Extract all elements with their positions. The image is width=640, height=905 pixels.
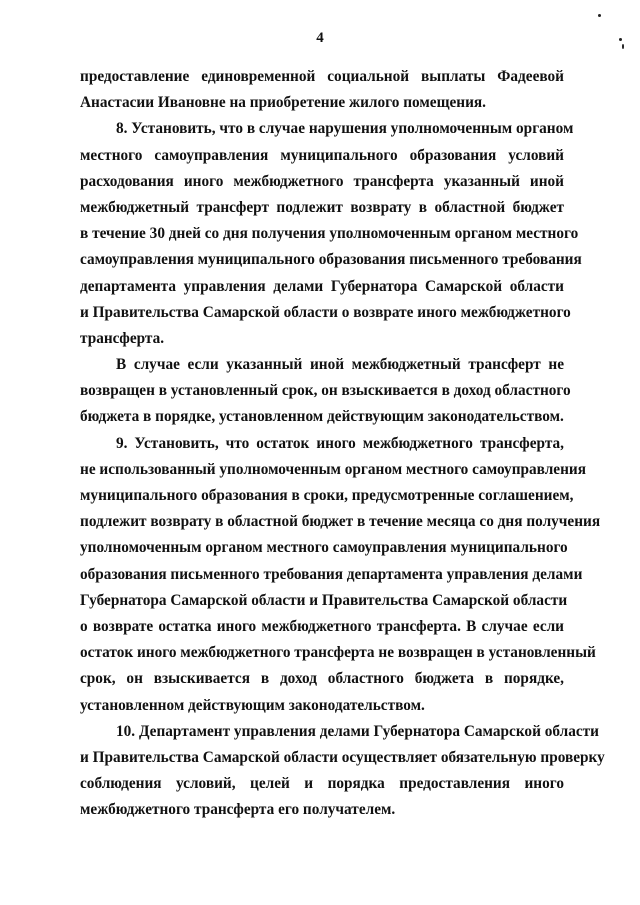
text-line: о возврате остатка иного межбюджетного трансферта. В случае если bbox=[80, 617, 564, 635]
text-line: подлежит возврату в областной бюджет в течение месяца со дня получения bbox=[80, 513, 601, 531]
text-line: возвращен в установленный срок, он взыскивается в доход областного bbox=[80, 382, 571, 400]
text-line: В случае если указанный иной межбюджетный трансферт не bbox=[116, 356, 564, 374]
text-line: самоуправления муниципального образования письменного требования bbox=[80, 251, 582, 269]
text-line: межбюджетный трансферт подлежит возврату в областной бюджет bbox=[80, 198, 564, 216]
paragraph-item-9 bbox=[80, 431, 601, 719]
text-line: срок, он взыскивается в доход областного бюджета в порядке, bbox=[80, 670, 564, 688]
text-line: не использованный уполномоченным органом местного самоуправления bbox=[80, 460, 586, 478]
text-line: трансферта. bbox=[80, 329, 165, 347]
text-line: Губернатора Самарской области и Правительства Самарской области bbox=[80, 591, 568, 609]
paragraph-item-8 bbox=[80, 116, 582, 352]
paragraph-continuation bbox=[80, 64, 564, 116]
text-line: бюджета в порядке, установленном действующим законодательством. bbox=[80, 408, 564, 426]
text-line: в течение 30 дней со дня получения уполномоченным органом местного bbox=[80, 225, 579, 243]
paragraph-item-8-continued bbox=[80, 352, 571, 431]
text-line: 8. Установить, что в случае нарушения уполномоченным органом bbox=[116, 120, 574, 138]
text-line: установленном действующим законодательством. bbox=[80, 696, 425, 714]
text-line: и Правительства Самарской области о возврате иного межбюджетного bbox=[80, 303, 571, 321]
text-line: межбюджетного трансферта его получателем. bbox=[80, 801, 396, 819]
paragraph-item-10 bbox=[80, 719, 605, 824]
text-line: 9. Установить, что остаток иного межбюджетного трансферта, bbox=[116, 434, 564, 452]
text-line: предоставление единовременной социальной выплаты Фадеевой bbox=[80, 68, 564, 85]
text-line: образования письменного требования департамента управления делами bbox=[80, 565, 583, 583]
page-number: 4 bbox=[316, 30, 324, 46]
scan-speck bbox=[598, 14, 601, 17]
text-line: остаток иного межбюджетного трансферта не возвращен в установленный bbox=[80, 644, 596, 662]
text-line: и Правительства Самарской области осуществляет обязательную проверку bbox=[80, 748, 605, 766]
text-line: департамента управления делами Губернатора Самарской области bbox=[80, 277, 564, 295]
text-line: местного самоуправления муниципального образования условий bbox=[80, 146, 564, 164]
text-line: расходования иного межбюджетного трансферта указанный иной bbox=[80, 172, 564, 190]
text-line: соблюдения условий, целей и порядка предоставления иного bbox=[80, 775, 564, 793]
text-line: 10. Департамент управления делами Губернатора Самарской области bbox=[116, 722, 599, 740]
document-body bbox=[80, 64, 605, 823]
scan-speck bbox=[622, 44, 624, 49]
scan-speck bbox=[619, 38, 622, 41]
text-line: муниципального образования в сроки, предусмотренные соглашением, bbox=[80, 487, 574, 504]
text-line: уполномоченным органом местного самоуправления муниципального bbox=[80, 539, 568, 557]
text-line: Анастасии Ивановне на приобретение жилого помещения. bbox=[80, 94, 487, 112]
